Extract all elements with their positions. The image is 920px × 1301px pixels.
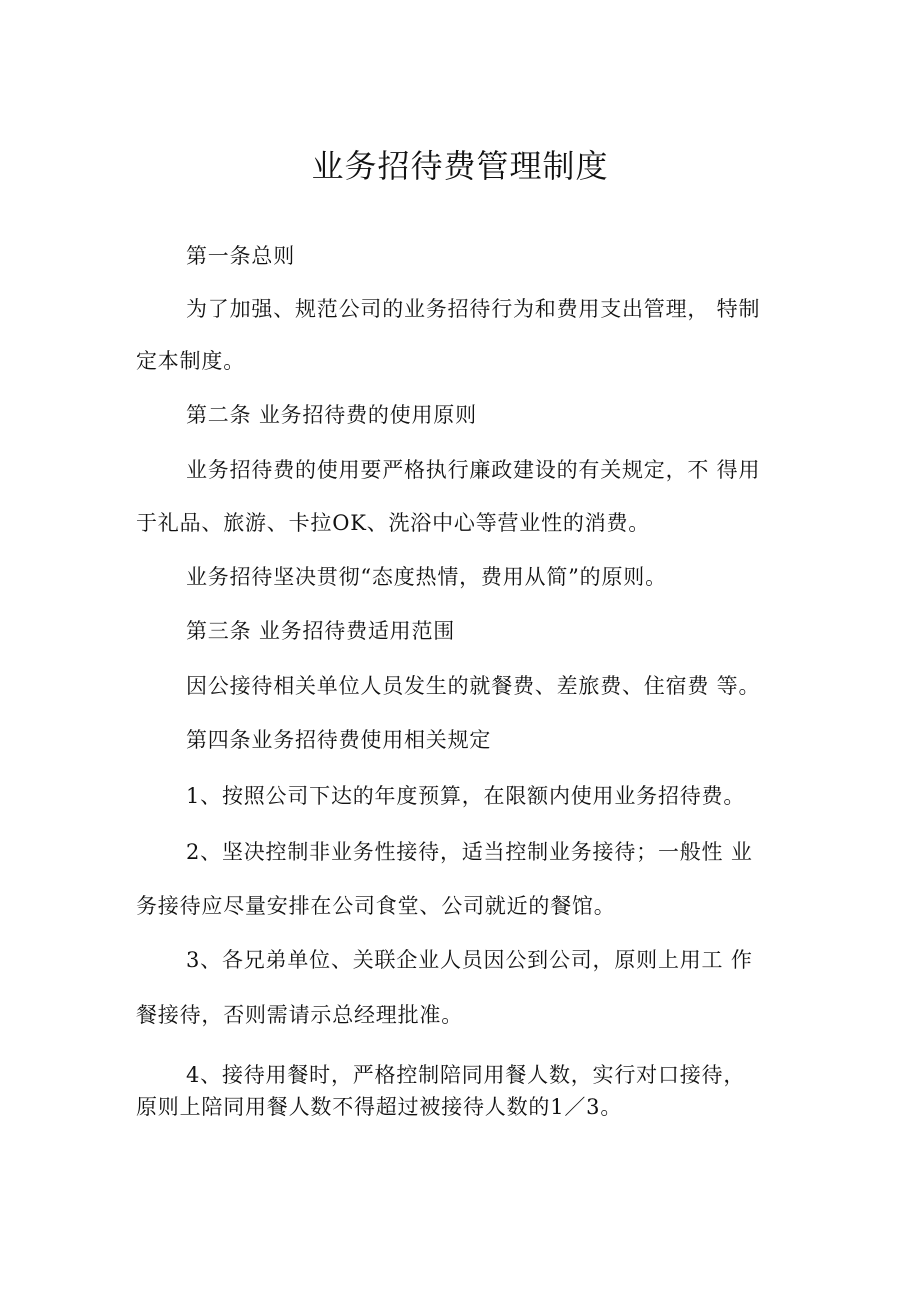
paragraph-line: 为了加强、规范公司的业务招待行为和费用支出管理， 特制 [186, 297, 761, 321]
list-item-2: 2、坚决控制非业务性接待，适当控制业务接待；一般性 业 [186, 840, 753, 864]
list-item-4-continued: 原则上陪同用餐人数不得超过被接待人数的1／3。 [136, 1095, 623, 1119]
article-2-heading: 第二条 业务招待费的使用原则 [186, 403, 477, 427]
list-item-3-continued: 餐接待，否则需请示总经理批准。 [136, 1003, 463, 1027]
paragraph-line: 于礼品、旅游、卡拉OK、洗浴中心等营业性的消费。 [136, 511, 651, 535]
list-item-2-continued: 务接待应尽量安排在公司食堂、公司就近的餐馆。 [136, 894, 616, 918]
list-item-4: 4、接待用餐时，严格控制陪同用餐人数，实行对口接待， [186, 1063, 746, 1087]
article-1-heading: 第一条总则 [186, 244, 295, 268]
paragraph-line: 业务招待坚决贯彻“态度热情，费用从简”的原则。 [186, 565, 667, 589]
paragraph-line: 定本制度。 [136, 349, 245, 373]
list-item-3: 3、各兄弟单位、关联企业人员因公到公司，原则上用工 作 [186, 948, 753, 972]
article-3-heading: 第三条 业务招待费适用范围 [186, 619, 456, 643]
article-4-heading: 第四条业务招待费使用相关规定 [186, 728, 492, 752]
list-item-1: 1、按照公司下达的年度预算，在限额内使用业务招待费。 [186, 784, 746, 808]
paragraph-line: 业务招待费的使用要严格执行廉政建设的有关规定，不 得用 [186, 458, 761, 482]
paragraph-line: 因公接待相关单位人员发生的就餐费、差旅费、住宿费 等。 [186, 674, 761, 698]
document-title: 业务招待费管理制度 [311, 147, 609, 185]
